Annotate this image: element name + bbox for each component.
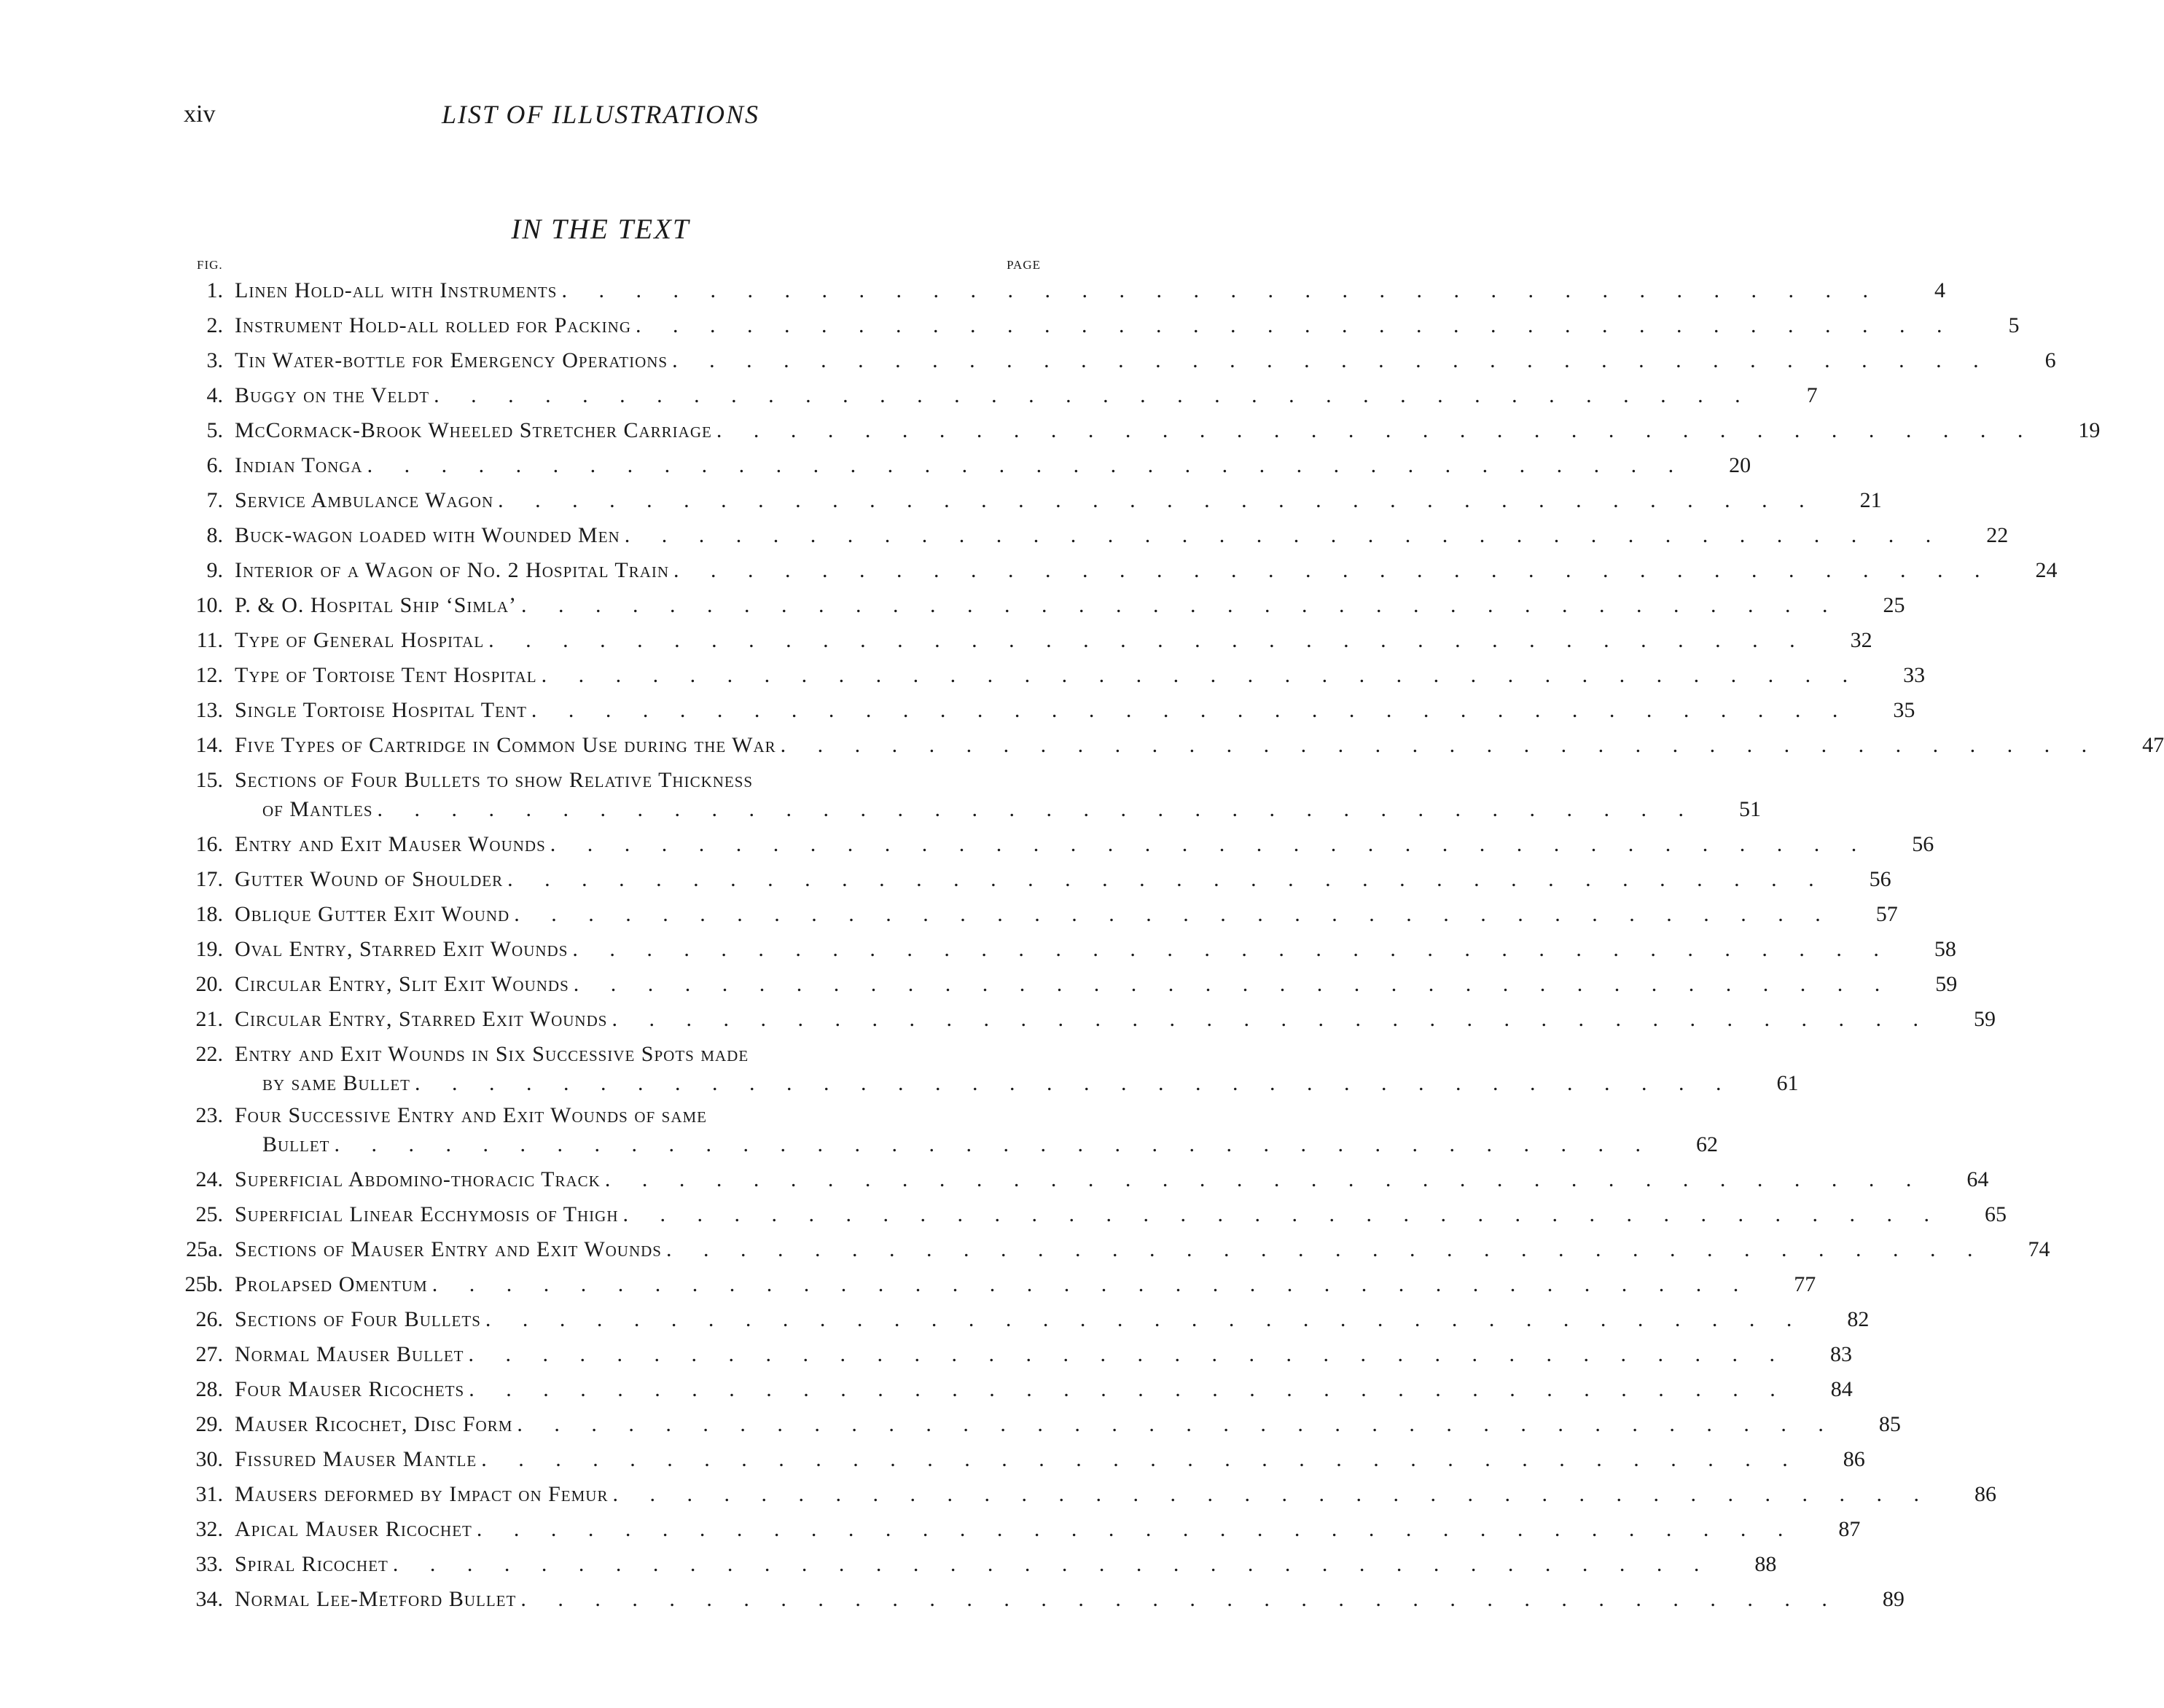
page-ref: 64 bbox=[1966, 1167, 1989, 1191]
list-item bbox=[182, 766, 1762, 824]
illustration-title: Single Tortoise Hospital Tent bbox=[235, 698, 527, 722]
list-item bbox=[182, 483, 1882, 518]
list-item bbox=[182, 1442, 1865, 1477]
page-ref: 51 bbox=[1739, 797, 1762, 821]
list-item bbox=[182, 1267, 1816, 1302]
list-item bbox=[182, 862, 1891, 897]
list-item bbox=[182, 967, 1958, 1002]
fig-number: 10. bbox=[195, 593, 223, 617]
page-number: xiv bbox=[184, 101, 216, 128]
fig-number: 3. bbox=[206, 348, 223, 372]
illustration-title: by same Bullet bbox=[262, 1071, 411, 1095]
illustration-title: Bullet bbox=[262, 1132, 330, 1156]
fig-number: 25a. bbox=[186, 1237, 223, 1261]
page-ref: 83 bbox=[1830, 1342, 1853, 1366]
fig-number: 28. bbox=[195, 1377, 223, 1401]
illustration-title: McCormack-Brook Wheeled Stretcher Carriage bbox=[235, 418, 712, 442]
page-ref: 84 bbox=[1830, 1377, 1853, 1401]
fig-number: 5. bbox=[206, 418, 223, 442]
illustration-title: Four Mauser Ricochets bbox=[235, 1377, 465, 1401]
fig-number: 1. bbox=[206, 278, 223, 302]
list-item bbox=[182, 343, 2056, 378]
page-ref: 20 bbox=[1729, 453, 1751, 477]
fig-number: 29. bbox=[195, 1412, 223, 1436]
list-item bbox=[182, 1197, 2007, 1232]
list-item bbox=[182, 693, 1915, 728]
page-ref: 33 bbox=[1903, 663, 1926, 687]
fig-number: 20. bbox=[195, 972, 223, 996]
dot-leaders: . . . . . . . . . . . . . . . . . . . . . . . . . . . . . . . . . . . . bbox=[780, 733, 2101, 757]
dot-leaders: . . . . . . . . . . . . . . . . . . . . . . . . . . . . . . . . . . . . bbox=[485, 1307, 1805, 1331]
page-ref: 56 bbox=[1912, 832, 1934, 856]
fig-number: 2. bbox=[206, 313, 223, 337]
page-ref: 65 bbox=[1985, 1202, 2007, 1226]
page-ref: 88 bbox=[1754, 1552, 1777, 1576]
fig-number: 19. bbox=[195, 937, 223, 961]
page-ref: 22 bbox=[1986, 523, 2009, 547]
dot-leaders: . . . . . . . . . . . . . . . . . . . . . . . . . . . . . . . . . . . . bbox=[434, 383, 1754, 407]
fig-number: 8. bbox=[206, 523, 223, 547]
fig-number: 27. bbox=[195, 1342, 223, 1366]
dot-leaders: . . . . . . . . . . . . . . . . . . . . . . . . . . . . . . . . . . . . bbox=[415, 1071, 1735, 1095]
fig-number: 30. bbox=[195, 1447, 223, 1471]
page-ref: 57 bbox=[1875, 902, 1898, 926]
dot-leaders: . . . . . . . . . . . . . . . . . . . . . . . . . . . . . . . . . . . . bbox=[476, 1517, 1797, 1541]
page-ref: 61 bbox=[1776, 1071, 1799, 1095]
illustration-title: Normal Lee-Metford Bullet bbox=[235, 1587, 517, 1611]
page-ref: 4 bbox=[1934, 278, 1945, 302]
page-ref: 59 bbox=[1935, 972, 1958, 996]
list-item bbox=[182, 413, 2101, 448]
list-item bbox=[182, 932, 1956, 967]
page-ref: 82 bbox=[1847, 1307, 1870, 1331]
illustration-title: Buck-wagon loaded with Wounded Men bbox=[235, 523, 620, 547]
fig-number: 22. bbox=[195, 1042, 223, 1066]
page-ref: 62 bbox=[1696, 1132, 1718, 1156]
page-ref: 58 bbox=[1934, 937, 1956, 961]
page-ref: 32 bbox=[1850, 628, 1872, 652]
illustration-title: Gutter Wound of Shoulder bbox=[235, 867, 504, 891]
dot-leaders: . . . . . . . . . . . . . . . . . . . . . . . . . . . . . . . . . . . . bbox=[572, 937, 1892, 961]
dot-leaders: . . . . . . . . . . . . . . . . . . . . . . . . . . . . . . . . . . . . bbox=[520, 1587, 1840, 1611]
fig-number: 33. bbox=[195, 1552, 223, 1576]
dot-leaders: . . . . . . . . . . . . . . . . . . . . . . . . . . . . . . . . . . . . bbox=[635, 313, 1956, 337]
page-ref: 35 bbox=[1893, 698, 1915, 722]
dot-leaders: . . . . . . . . . . . . . . . . . . . . . . . . . . . . . . . . . . . . bbox=[514, 902, 1834, 926]
illustration-title: Four Successive Entry and Exit Wounds of same bbox=[235, 1103, 708, 1127]
illustration-title: Spiral Ricochet bbox=[235, 1552, 388, 1576]
list-item bbox=[182, 273, 1945, 308]
dot-leaders: . . . . . . . . . . . . . . . . . . . . . . . . . . . . . . . . . . . . bbox=[573, 972, 1894, 996]
fig-column-label: FIG. bbox=[197, 258, 223, 272]
list-item bbox=[182, 1547, 1777, 1582]
dot-leaders: . . . . . . . . . . . . . . . . . . . . . . . . . . . . . . . . . . . . bbox=[612, 1482, 1932, 1506]
list-item bbox=[182, 1302, 1870, 1337]
dot-leaders: . . . . . . . . . . . . . . . . . . . . . . . . . . . . . . . . . . . . bbox=[481, 1447, 1801, 1471]
illustration-title: Indian Tonga bbox=[235, 453, 363, 477]
fig-number: 26. bbox=[195, 1307, 223, 1331]
illustration-title: Sections of Mauser Entry and Exit Wounds bbox=[235, 1237, 662, 1261]
fig-number: 18. bbox=[195, 902, 223, 926]
page-column-label: PAGE bbox=[1007, 258, 1041, 272]
fig-number: 7. bbox=[206, 488, 223, 512]
illustration-title: Type of Tortoise Tent Hospital bbox=[235, 663, 537, 687]
illustration-title: Entry and Exit Mauser Wounds bbox=[235, 832, 546, 856]
list-item bbox=[182, 658, 1926, 693]
fig-number: 32. bbox=[195, 1517, 223, 1541]
list-item bbox=[182, 1512, 1861, 1547]
page-ref: 24 bbox=[2035, 558, 2058, 582]
illustration-title: Prolapsed Omentum bbox=[235, 1272, 428, 1296]
fig-number: 6. bbox=[206, 453, 223, 477]
list-item bbox=[182, 623, 1872, 658]
fig-number: 14. bbox=[195, 733, 223, 757]
illustration-title: Instrument Hold-all rolled for Packing bbox=[235, 313, 631, 337]
fig-number: 16. bbox=[195, 832, 223, 856]
dot-leaders: . . . . . . . . . . . . . . . . . . . . . . . . . . . . . . . . . . . . bbox=[612, 1007, 1931, 1031]
page-ref: 5 bbox=[2008, 313, 2020, 337]
list-item bbox=[182, 553, 2058, 588]
illustration-title: Superficial Linear Ecchymosis of Thigh bbox=[235, 1202, 619, 1226]
page-ref: 74 bbox=[2028, 1237, 2050, 1261]
dot-leaders: . . . . . . . . . . . . . . . . . . . . . . . . . . . . . . . . . . . . bbox=[665, 1237, 1986, 1261]
dot-leaders: . . . . . . . . . . . . . . . . . . . . . . . . . . . . . . . . . . . . bbox=[392, 1552, 1713, 1576]
list-item bbox=[182, 827, 1934, 862]
dot-leaders: . . . . . . . . . . . . . . . . . . . . . . . . . . . . . . . . . . . . bbox=[541, 663, 1862, 687]
list-item bbox=[182, 1582, 1905, 1617]
fig-number: 25. bbox=[195, 1202, 223, 1226]
list-item bbox=[182, 1477, 1996, 1512]
list-item bbox=[182, 1337, 1853, 1372]
section-title: IN THE TEXT bbox=[511, 214, 690, 245]
illustration-title: Linen Hold-all with Instruments bbox=[235, 278, 558, 302]
list-item bbox=[182, 378, 1818, 413]
dot-leaders: . . . . . . . . . . . . . . . . . . . . . . . . . . . . . . . . . . . . bbox=[716, 418, 2036, 442]
page-ref: 25 bbox=[1883, 593, 1905, 617]
fig-number: 25b. bbox=[184, 1272, 223, 1296]
illustration-title: P. & O. Hospital Ship ‘Simla’ bbox=[235, 593, 517, 617]
list-item bbox=[182, 1407, 1901, 1442]
illustration-title: Interior of a Wagon of No. 2 Hospital Train bbox=[235, 558, 670, 582]
fig-number: 23. bbox=[195, 1103, 223, 1127]
dot-leaders: . . . . . . . . . . . . . . . . . . . . . . . . . . . . . . . . . . . . bbox=[673, 558, 1993, 582]
fig-number: 9. bbox=[206, 558, 223, 582]
illustration-title: Sections of Four Bullets to show Relative Thickness bbox=[235, 768, 754, 792]
fig-number: 12. bbox=[195, 663, 223, 687]
fig-number: 24. bbox=[195, 1167, 223, 1191]
page-ref: 86 bbox=[1974, 1482, 1996, 1506]
dot-leaders: . . . . . . . . . . . . . . . . . . . . . . . . . . . . . . . . . . . . bbox=[498, 488, 1818, 512]
dot-leaders: . . . . . . . . . . . . . . . . . . . . . . . . . . . . . . . . . . . . bbox=[624, 523, 1945, 547]
fig-number: 15. bbox=[195, 768, 223, 792]
list-item bbox=[182, 1232, 2050, 1267]
illustration-title: Service Ambulance Wagon bbox=[235, 488, 494, 512]
dot-leaders: . . . . . . . . . . . . . . . . . . . . . . . . . . . . . . . . . . . . bbox=[377, 797, 1698, 821]
illustration-title: Sections of Four Bullets bbox=[235, 1307, 481, 1331]
page-ref: 89 bbox=[1882, 1587, 1905, 1611]
illustration-title: Mausers deformed by Impact on Femur bbox=[235, 1482, 609, 1506]
list-item bbox=[182, 1162, 1989, 1197]
dot-leaders: . . . . . . . . . . . . . . . . . . . . . . . . . . . . . . . . . . . . bbox=[488, 628, 1808, 652]
list-item bbox=[182, 588, 1905, 623]
fig-number: 4. bbox=[206, 383, 223, 407]
dot-leaders: . . . . . . . . . . . . . . . . . . . . . . . . . . . . . . . . . . . . bbox=[622, 1202, 1942, 1226]
page-ref: 19 bbox=[2078, 418, 2101, 442]
illustration-title: Oval Entry, Starred Exit Wounds bbox=[235, 937, 569, 961]
dot-leaders: . . . . . . . . . . . . . . . . . . . . . . . . . . . . . . . . . . . . bbox=[507, 867, 1827, 891]
page-ref: 21 bbox=[1859, 488, 1882, 512]
list-item bbox=[182, 897, 1898, 932]
list-item bbox=[182, 1040, 1799, 1098]
dot-leaders: . . . . . . . . . . . . . . . . . . . . . . . . . . . . . . . . . . . . bbox=[367, 453, 1687, 477]
fig-number: 13. bbox=[195, 698, 223, 722]
dot-leaders: . . . . . . . . . . . . . . . . . . . . . . . . . . . . . . . . . . . . bbox=[672, 348, 1992, 372]
page-ref: 7 bbox=[1806, 383, 1818, 407]
illustration-title: Superficial Abdomino-thoracic Track bbox=[235, 1167, 601, 1191]
illustration-title: Type of General Hospital bbox=[235, 628, 485, 652]
illustration-title: Normal Mauser Bullet bbox=[235, 1342, 464, 1366]
list-item bbox=[182, 308, 2020, 343]
dot-leaders: . . . . . . . . . . . . . . . . . . . . . . . . . . . . . . . . . . . . bbox=[469, 1377, 1789, 1401]
page-ref: 59 bbox=[1973, 1007, 1996, 1031]
dot-leaders: . . . . . . . . . . . . . . . . . . . . . . . . . . . . . . . . . . . . bbox=[334, 1132, 1654, 1156]
fig-number: 31. bbox=[195, 1482, 223, 1506]
illustration-title: Circular Entry, Starred Exit Wounds bbox=[235, 1007, 608, 1031]
dot-leaders: . . . . . . . . . . . . . . . . . . . . . . . . . . . . . . . . . . . . bbox=[531, 698, 1851, 722]
fig-number: 34. bbox=[195, 1587, 223, 1611]
page-ref: 85 bbox=[1878, 1412, 1901, 1436]
page-ref: 87 bbox=[1838, 1517, 1861, 1541]
illustration-title: Oblique Gutter Exit Wound bbox=[235, 902, 510, 926]
running-head: LIST OF ILLUSTRATIONS bbox=[441, 100, 760, 129]
dot-leaders: . . . . . . . . . . . . . . . . . . . . . . . . . . . . . . . . . . . . bbox=[604, 1167, 1925, 1191]
dot-leaders: . . . . . . . . . . . . . . . . . . . . . . . . . . . . . . . . . . . . bbox=[468, 1342, 1789, 1366]
list-item bbox=[182, 448, 1751, 483]
fig-number: 21. bbox=[195, 1007, 223, 1031]
page-ref: 6 bbox=[2044, 348, 2056, 372]
page-ref: 47 bbox=[2142, 733, 2164, 757]
list-item bbox=[182, 518, 2009, 553]
list-item bbox=[182, 1372, 1853, 1407]
fig-number: 11. bbox=[196, 628, 223, 652]
illustration-title: Entry and Exit Wounds in Six Successive Spots made bbox=[235, 1042, 749, 1066]
illustration-title: Mauser Ricochet, Disc Form bbox=[235, 1412, 513, 1436]
list-item bbox=[182, 1002, 1996, 1037]
list-item bbox=[182, 1101, 1718, 1159]
dot-leaders: . . . . . . . . . . . . . . . . . . . . . . . . . . . . . . . . . . . . bbox=[550, 832, 1870, 856]
page-ref: 56 bbox=[1869, 867, 1891, 891]
illustration-title: Buggy on the Veldt bbox=[235, 383, 430, 407]
illustrations-list bbox=[182, 273, 2164, 1617]
illustration-title: Five Types of Cartridge in Common Use during the War bbox=[235, 733, 776, 757]
illustration-title: Fissured Mauser Mantle bbox=[235, 1447, 477, 1471]
list-item bbox=[182, 728, 2164, 763]
illustration-title: of Mantles bbox=[262, 797, 373, 821]
page-ref: 86 bbox=[1843, 1447, 1865, 1471]
illustration-title: Apical Mauser Ricochet bbox=[235, 1517, 472, 1541]
dot-leaders: . . . . . . . . . . . . . . . . . . . . . . . . . . . . . . . . . . . . bbox=[431, 1272, 1752, 1296]
page-ref: 77 bbox=[1794, 1272, 1816, 1296]
dot-leaders: . . . . . . . . . . . . . . . . . . . . . . . . . . . . . . . . . . . . bbox=[517, 1412, 1837, 1436]
dot-leaders: . . . . . . . . . . . . . . . . . . . . . . . . . . . . . . . . . . . . bbox=[561, 278, 1881, 302]
fig-number: 17. bbox=[195, 867, 223, 891]
dot-leaders: . . . . . . . . . . . . . . . . . . . . . . . . . . . . . . . . . . . . bbox=[521, 593, 1841, 617]
illustration-title: Circular Entry, Slit Exit Wounds bbox=[235, 972, 569, 996]
illustration-title: Tin Water-bottle for Emergency Operations bbox=[235, 348, 668, 372]
